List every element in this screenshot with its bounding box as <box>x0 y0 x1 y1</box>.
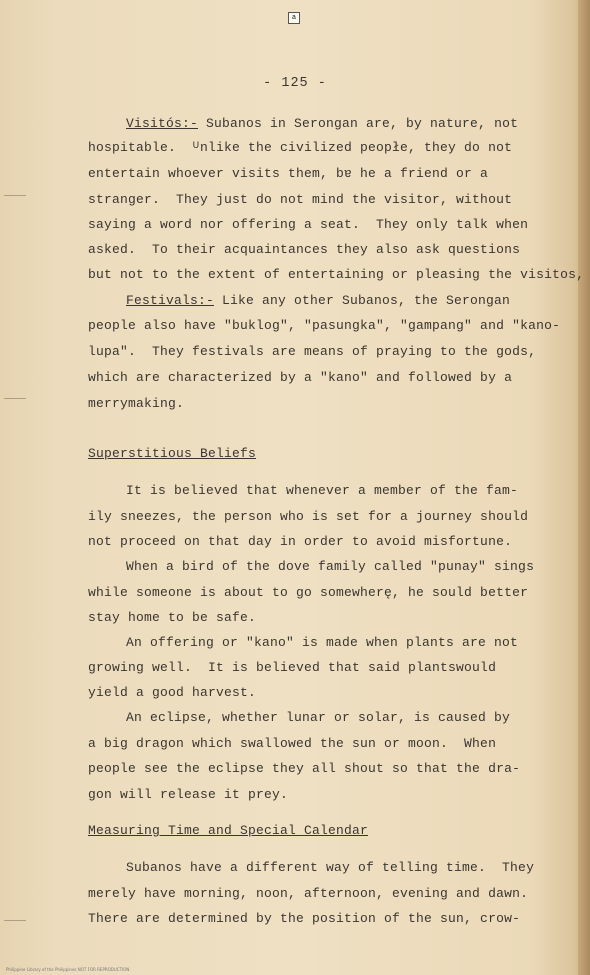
text-line: When a bird of the dove family called "punay" sings <box>126 559 535 574</box>
text-line: merely have morning, noon, afternoon, evening and dawn. <box>88 886 529 901</box>
page-edge <box>578 0 590 975</box>
text-line: which are characterized by a "kano" and followed by a <box>88 370 513 385</box>
tab-marker: a <box>288 12 300 24</box>
section-heading: Measuring Time and Special Calendar <box>88 823 369 838</box>
text-line: saying a word nor offering a seat. They only talk when <box>88 217 529 232</box>
text-line: lupa". They festivals are means of praying to the gods, <box>88 344 537 359</box>
section-heading: Superstitious Beliefs <box>88 446 257 461</box>
text-line: There are determined by the position of the sun, crow- <box>88 911 521 926</box>
text-line: gon will release it prey. <box>88 787 289 802</box>
text-line: ily sneezes, the person who is set for a journey should <box>88 509 529 524</box>
text-line: stay home to be safe. <box>88 610 257 625</box>
text-line: Subanos have a different way of telling time. They <box>126 860 535 875</box>
text-line: An eclipse, whether lunar or solar, is caused by <box>126 710 511 725</box>
text-line: growing well. It is believed that said plantswould <box>88 660 497 675</box>
margin-mark <box>4 195 26 199</box>
text-line <box>88 823 368 838</box>
text-line: hospitable. ᵁnlike the civilized peopłe, they do not <box>88 140 513 155</box>
text-line: but not to the extent of entertaining or pleasing the visitos, <box>88 267 585 282</box>
text-line: a big dragon which swallowed the sun or moon. When <box>88 736 497 751</box>
text-line: yield a good harvest. <box>88 685 257 700</box>
text-line: merrymaking. <box>88 396 185 411</box>
page-number: - 125 - <box>263 76 327 91</box>
section-heading: Festivals:- <box>126 293 215 308</box>
text-line: Visitós:- Subanos in Serongan are, by nature, not <box>126 116 519 131</box>
margin-mark <box>4 920 26 924</box>
section-heading: Visitós:- <box>126 116 199 131</box>
text-line: not proceed on that day in order to avoid misfortune. <box>88 534 513 549</box>
text-line: asked. To their acquaintances they also ask questions <box>88 242 521 257</box>
text-line: An offering or "kano" is made when plants are not <box>126 635 519 650</box>
text-line: while someone is about to go somewherę, he sould better <box>88 585 529 600</box>
text-line: stranger. They just do not mind the visitor, without <box>88 192 513 207</box>
text-line: Festivals:- Like any other Subanos, the Serongan <box>126 293 511 308</box>
text-line: entertain whoever visits them, bɐ he a friend or a <box>88 166 489 181</box>
margin-mark <box>4 398 26 402</box>
text-line <box>88 446 256 461</box>
text-line: people also have "buklog", "pasungka", "gampang" and "kano- <box>88 318 561 333</box>
text-line: people see the eclipse they all shout so that the dra- <box>88 761 521 776</box>
footer-watermark: Philippine Library of the Philippines NOT FOR REPRODUCTION <box>6 967 130 972</box>
text-line: It is believed that whenever a member of the fam- <box>126 483 519 498</box>
